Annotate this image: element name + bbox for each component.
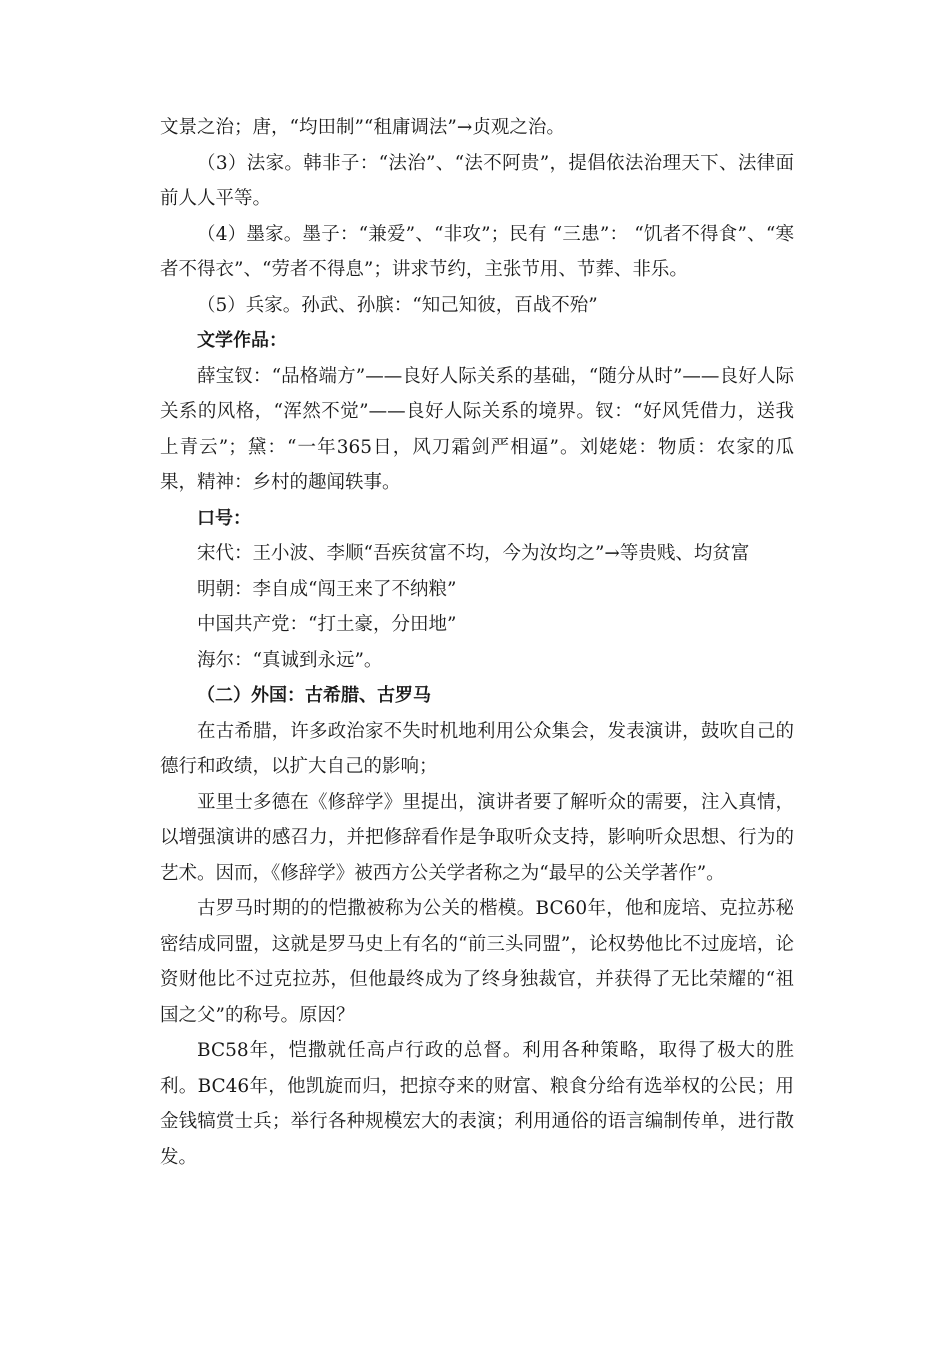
paragraph-caesar: 古罗马时期的的恺撒被称为公关的楷模。BC60年，他和庞培、克拉苏秘密结成同盟，这就是罗马史上有名的“前三头同盟”，论权势他比不过庞培，论资财他比不过克拉苏，但他最终成为了终身独裁官，并获得了无比荣耀的“祖国之父”的称号。原因？ [160,898,794,1026]
heading-literature: 文学作品： [197,330,287,351]
paragraph-haier: 海尔：“真诚到永远”。 [197,649,383,671]
paragraph-caesar-gaul: BC58年，恺撒就任高卢行政的总督。利用各种策略，取得了极大的胜利。BC46年，他凯旋而归，把掠夺来的财富、粮食分给有选举权的公民；用金钱犒赏士兵；举行各种规模宏大的表演；利用通俗的语言编制传单，进行散发。 [160,1040,794,1168]
paragraph-fajia: （3）法家。韩非子：“法治”、“法不阿贵”，提倡依法治理天下、法律面前人人平等。 [160,152,794,209]
heading-foreign: （二）外国：古希腊、古罗马 [197,685,431,706]
document-page [160,110,794,1175]
paragraph-song-dynasty: 宋代：王小波、李顺“吾疾贫富不均，今为汝均之”→等贵贱、均贫富 [197,543,750,564]
paragraph-xuebaochai: 薛宝钗：“品格端方”——良好人际关系的基础，“随分从时”——良好人际关系的风格，“浑然不觉”——良好人际关系的境界。钗：“好风凭借力，送我上青云”；黛：“一年365日，风刀霜剑严相逼”。刘姥姥：物质：农家的瓜果，精神：乡村的趣闻轶事。 [160,365,794,493]
paragraph-cpc: 中国共产党：“打土豪，分田地” [197,614,457,635]
paragraph-bingjia: （5）兵家。孙武、孙膑：“知己知彼，百战不殆” [197,294,598,316]
paragraph-aristotle: 亚里士多德在《修辞学》里提出，演讲者要了解听众的需要，注入真情，以增强演讲的感召力，并把修辞看作是争取听众支持，影响听众思想、行为的艺术。因而，《修辞学》被西方公关学者称之为“最早的公关学著作”。 [160,791,794,884]
paragraph-ming-dynasty: 明朝：李自成“闯王来了不纳粮” [197,578,457,600]
paragraph-mojia: （4）墨家。墨子：“兼爱”、“非攻”；民有 “三患”： “饥者不得食”、“寒者不得衣”、“劳者不得息”；讲求节约，主张节用、节葬、非乐。 [160,223,794,280]
paragraph-wenjing: 文景之治；唐，“均田制”“租庸调法”→贞观之治。 [160,117,565,138]
heading-slogans: 口号： [197,507,251,529]
paragraph-greece: 在古希腊，许多政治家不失时机地利用公众集会，发表演讲，鼓吹自己的德行和政绩，以扩大自己的影响； [160,720,794,777]
